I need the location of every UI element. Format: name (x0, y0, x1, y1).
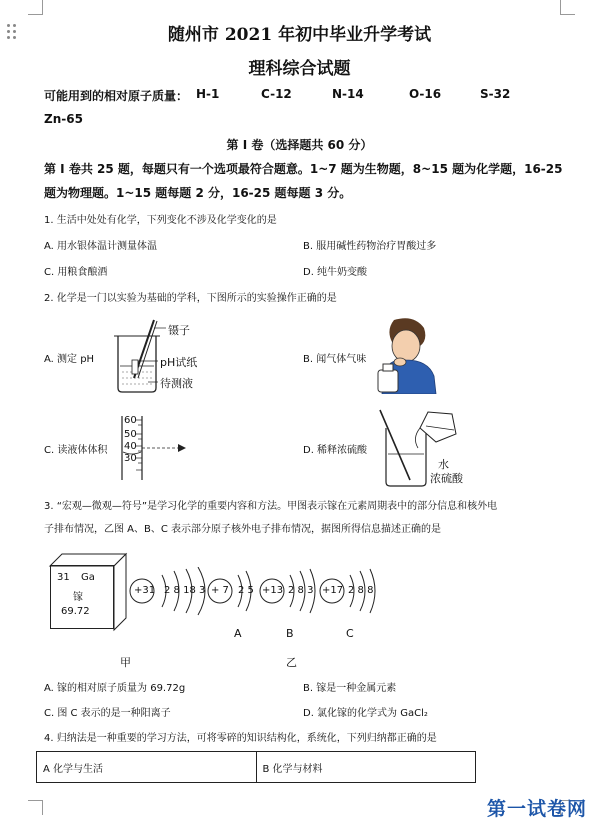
section-title: 第 I 卷（选择题共 60 分） (226, 138, 373, 152)
crop-mark-top-left (28, 0, 43, 15)
exam-subtitle: 理科综合试题 (248, 59, 351, 79)
q3-option-b: B. 镓是一种金属元素 (303, 683, 397, 694)
q1-stem: 1. 生活中处处有化学，下列变化不涉及化学变化的是 (44, 215, 277, 226)
atomic-number: 31 (57, 572, 70, 583)
q3-option-d: D. 氯化镓的化学式为 GaCl₂ (303, 708, 428, 719)
q4-table-header-b: B 化学与材料 (256, 752, 476, 782)
atom-b-label: B (286, 627, 294, 640)
section-intro: 第 I 卷共 25 题，每题只有一个选项最符合题意。1~7 题为生物题，8~15 题为化学题，16-25 题为物理题。1~15 题每题 2 分，16-25 题每题 3 分。 (44, 162, 563, 200)
atom-a-label: A (234, 627, 242, 640)
ga-nucleus: +31 (134, 585, 156, 596)
q3-stem-line1: 3. “宏观—微观—符号”是学习化学的重要内容和方法。甲图表示镓在元素周期表中的部分信息和核外电 (44, 501, 498, 512)
figure-jia-label: 甲 (120, 656, 131, 669)
q2-option-c: C. 读液体体积 (44, 445, 108, 456)
atomic-masses-label: 可能用到的相对原子质量： (44, 89, 189, 103)
exam-title: 随州市 2021 年初中毕业升学考试 (167, 25, 432, 45)
q2-option-d: D. 稀释浓硫酸 (303, 445, 368, 456)
label-ph-paper: pH试纸 (160, 356, 198, 369)
q1-option-a: A. 用水银体温计测量体温 (44, 241, 158, 252)
q2-stem: 2. 化学是一门以实验为基础的学科，下图所示的实验操作正确的是 (44, 293, 337, 304)
atom-b-nucleus: +13 (262, 585, 284, 596)
atom-a-shells: 2 5 (238, 585, 254, 596)
cylinder-tick: 50 (124, 429, 137, 440)
cylinder-tick: 30 (124, 453, 137, 464)
crop-mark-bottom-left (28, 800, 43, 815)
q1-option-d: D. 纯牛奶变酸 (303, 267, 368, 278)
atom-c-shells: 2 8 8 (348, 585, 374, 596)
crop-mark-top-right (560, 0, 575, 15)
q4-table-header-a: A 化学与生活 (43, 764, 104, 775)
figure-yi-label: 乙 (286, 656, 297, 669)
atom-c-label: C (346, 627, 354, 640)
mass-item: O-16 (409, 87, 442, 101)
cylinder-tick: 40 (124, 441, 137, 452)
cylinder-tick: 60 (124, 415, 137, 426)
mass-item: S-32 (480, 87, 511, 101)
mass-item: C-12 (261, 87, 292, 101)
q3-option-a: A. 镓的相对原子质量为 69.72g (44, 683, 186, 694)
label-tweezers: 镊子 (168, 324, 190, 337)
q1-option-b: B. 服用碱性药物治疗胃酸过多 (303, 241, 437, 252)
q4-stem: 4. 归纳法是一种重要的学习方法，可将零碎的知识结构化，系统化，下列归纳都正确的是 (44, 733, 437, 744)
q1-option-c: C. 用粮食酿酒 (44, 267, 108, 278)
q2-option-b: B. 闻气体气味 (303, 354, 367, 365)
mass-item: N-14 (332, 87, 364, 101)
mass-item: Zn-65 (44, 112, 83, 126)
q2-option-a: A. 测定 pH (44, 354, 95, 365)
atom-a-nucleus: + 7 (211, 585, 229, 596)
gallium-element-cell (50, 565, 114, 629)
atom-c-nucleus: +17 (322, 585, 344, 596)
mass-item: H-1 (196, 87, 220, 101)
element-name: 镓 (73, 592, 83, 603)
q3-stem-line2: 子排布情况，乙图 A、B、C 表示部分原子核外电子排布情况，据图所得信息描述正确的是 (44, 524, 442, 535)
element-symbol: Ga (81, 572, 95, 583)
atomic-mass: 69.72 (61, 606, 90, 617)
label-water: 水 (438, 458, 449, 471)
atom-b-shells: 2 8 3 (288, 585, 314, 596)
q4-table (36, 751, 476, 783)
label-test-liquid: 待测液 (160, 377, 193, 390)
label-conc-sulfuric-acid: 浓硫酸 (430, 472, 463, 485)
site-watermark: 第一试卷网 (486, 798, 587, 820)
smelling-gas-figure (370, 316, 440, 394)
q3-option-c: C. 图 C 表示的是一种阳离子 (44, 708, 171, 719)
ga-shells: 2 8 18 3 (164, 585, 206, 596)
